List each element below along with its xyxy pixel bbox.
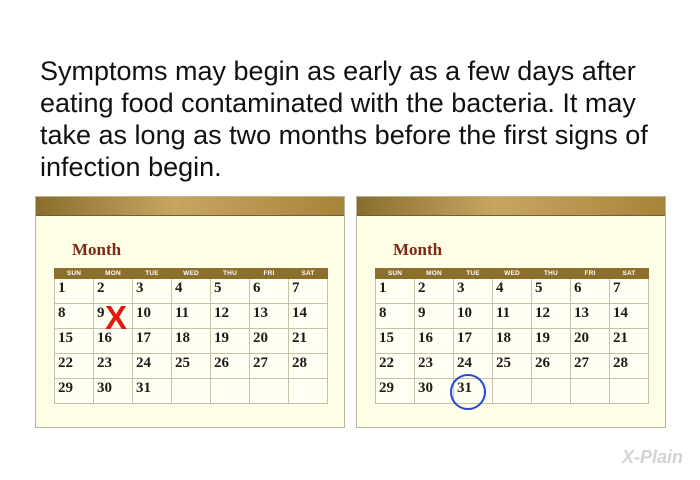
day-cell: 30 — [415, 379, 454, 404]
day-cell: 12 — [532, 304, 571, 329]
weekday-label: TUE — [133, 269, 172, 279]
weekday-label: THU — [211, 269, 250, 279]
weekday-label: SAT — [610, 269, 649, 279]
day-cell: 29 — [55, 379, 94, 404]
day-cell: 16 — [94, 329, 133, 354]
day-cell: 25 — [493, 354, 532, 379]
day-cell: 31 — [454, 379, 493, 404]
day-cell: 18 — [493, 329, 532, 354]
calendar-grid — [54, 268, 328, 404]
weekday-header-row — [376, 269, 649, 279]
calendar-header-bar — [357, 197, 665, 216]
calendar-grid — [375, 268, 649, 404]
day-cell: 27 — [571, 354, 610, 379]
day-cell: 15 — [376, 329, 415, 354]
week-row — [376, 354, 649, 379]
day-cell: 28 — [289, 354, 328, 379]
day-cell: 7 — [289, 279, 328, 304]
day-cell: 19 — [532, 329, 571, 354]
day-cell: 9 — [415, 304, 454, 329]
day-cell: 2 — [94, 279, 133, 304]
day-cell: 18 — [172, 329, 211, 354]
day-cell: 23 — [94, 354, 133, 379]
day-cell: 11 — [493, 304, 532, 329]
day-cell: 10 — [133, 304, 172, 329]
day-cell: 6 — [571, 279, 610, 304]
week-row — [376, 329, 649, 354]
day-cell: 25 — [172, 354, 211, 379]
day-cell: 4 — [172, 279, 211, 304]
day-cell: 21 — [289, 329, 328, 354]
day-cell: 14 — [610, 304, 649, 329]
week-row — [55, 304, 328, 329]
day-cell: 29 — [376, 379, 415, 404]
weekday-label: TUE — [454, 269, 493, 279]
week-row — [55, 329, 328, 354]
day-cell: 26 — [532, 354, 571, 379]
day-cell: 13 — [250, 304, 289, 329]
day-cell: 22 — [376, 354, 415, 379]
weekday-header-row — [55, 269, 328, 279]
day-cell: 23 — [415, 354, 454, 379]
weekday-label: FRI — [571, 269, 610, 279]
week-row — [376, 379, 649, 404]
day-cell: 1 — [55, 279, 94, 304]
weekday-label: SUN — [55, 269, 94, 279]
day-cell: 17 — [133, 329, 172, 354]
day-cell: 8 — [376, 304, 415, 329]
day-cell — [571, 379, 610, 404]
day-cell: 5 — [532, 279, 571, 304]
weekday-label: MON — [415, 269, 454, 279]
calendar-header-bar — [36, 197, 344, 216]
day-cell — [493, 379, 532, 404]
day-cell: 10 — [454, 304, 493, 329]
calendar-right — [356, 196, 666, 428]
day-cell: 20 — [571, 329, 610, 354]
day-cell: 11 — [172, 304, 211, 329]
day-cell: 6 — [250, 279, 289, 304]
weekday-label: MON — [94, 269, 133, 279]
day-cell — [211, 379, 250, 404]
weekday-label: FRI — [250, 269, 289, 279]
day-cell: 2 — [415, 279, 454, 304]
day-cell: 13 — [571, 304, 610, 329]
day-cell: 12 — [211, 304, 250, 329]
day-cell: 31 — [133, 379, 172, 404]
day-cell: 28 — [610, 354, 649, 379]
week-row — [376, 279, 649, 304]
month-label: Month — [72, 240, 122, 259]
day-cell: 7 — [610, 279, 649, 304]
day-cell — [610, 379, 649, 404]
calendar-left — [35, 196, 345, 428]
day-cell: 17 — [454, 329, 493, 354]
day-cell: 16 — [415, 329, 454, 354]
day-cell: 8 — [55, 304, 94, 329]
weekday-label: SAT — [289, 269, 328, 279]
weekday-label: SUN — [376, 269, 415, 279]
weekday-label: WED — [493, 269, 532, 279]
day-cell: 9 — [94, 304, 133, 329]
day-cell: 27 — [250, 354, 289, 379]
day-cell: 5 — [211, 279, 250, 304]
day-cell: 24 — [133, 354, 172, 379]
day-cell: 3 — [454, 279, 493, 304]
day-cell: 24 — [454, 354, 493, 379]
circle-mark-icon — [450, 374, 486, 410]
day-cell: 1 — [376, 279, 415, 304]
weekday-label: THU — [532, 269, 571, 279]
headline-text: Symptoms may begin as early as a few days after eating food contaminated with the bacteria. It may take as long as two months before the first signs of infection begin. — [40, 56, 648, 182]
week-row — [55, 354, 328, 379]
weekday-label: WED — [172, 269, 211, 279]
day-cell — [532, 379, 571, 404]
day-cell: 26 — [211, 354, 250, 379]
week-row — [376, 304, 649, 329]
week-row — [55, 279, 328, 304]
x-plain-logo: X-Plain — [622, 447, 684, 467]
day-cell: 22 — [55, 354, 94, 379]
day-cell: 14 — [289, 304, 328, 329]
day-cell: 4 — [493, 279, 532, 304]
x-mark-icon: X — [105, 299, 128, 336]
month-label: Month — [393, 240, 443, 259]
day-cell — [172, 379, 211, 404]
day-cell: 20 — [250, 329, 289, 354]
day-cell: 19 — [211, 329, 250, 354]
day-cell — [289, 379, 328, 404]
day-cell: 3 — [133, 279, 172, 304]
day-cell: 21 — [610, 329, 649, 354]
week-row — [55, 379, 328, 404]
day-cell — [250, 379, 289, 404]
day-cell: 15 — [55, 329, 94, 354]
day-cell: 30 — [94, 379, 133, 404]
